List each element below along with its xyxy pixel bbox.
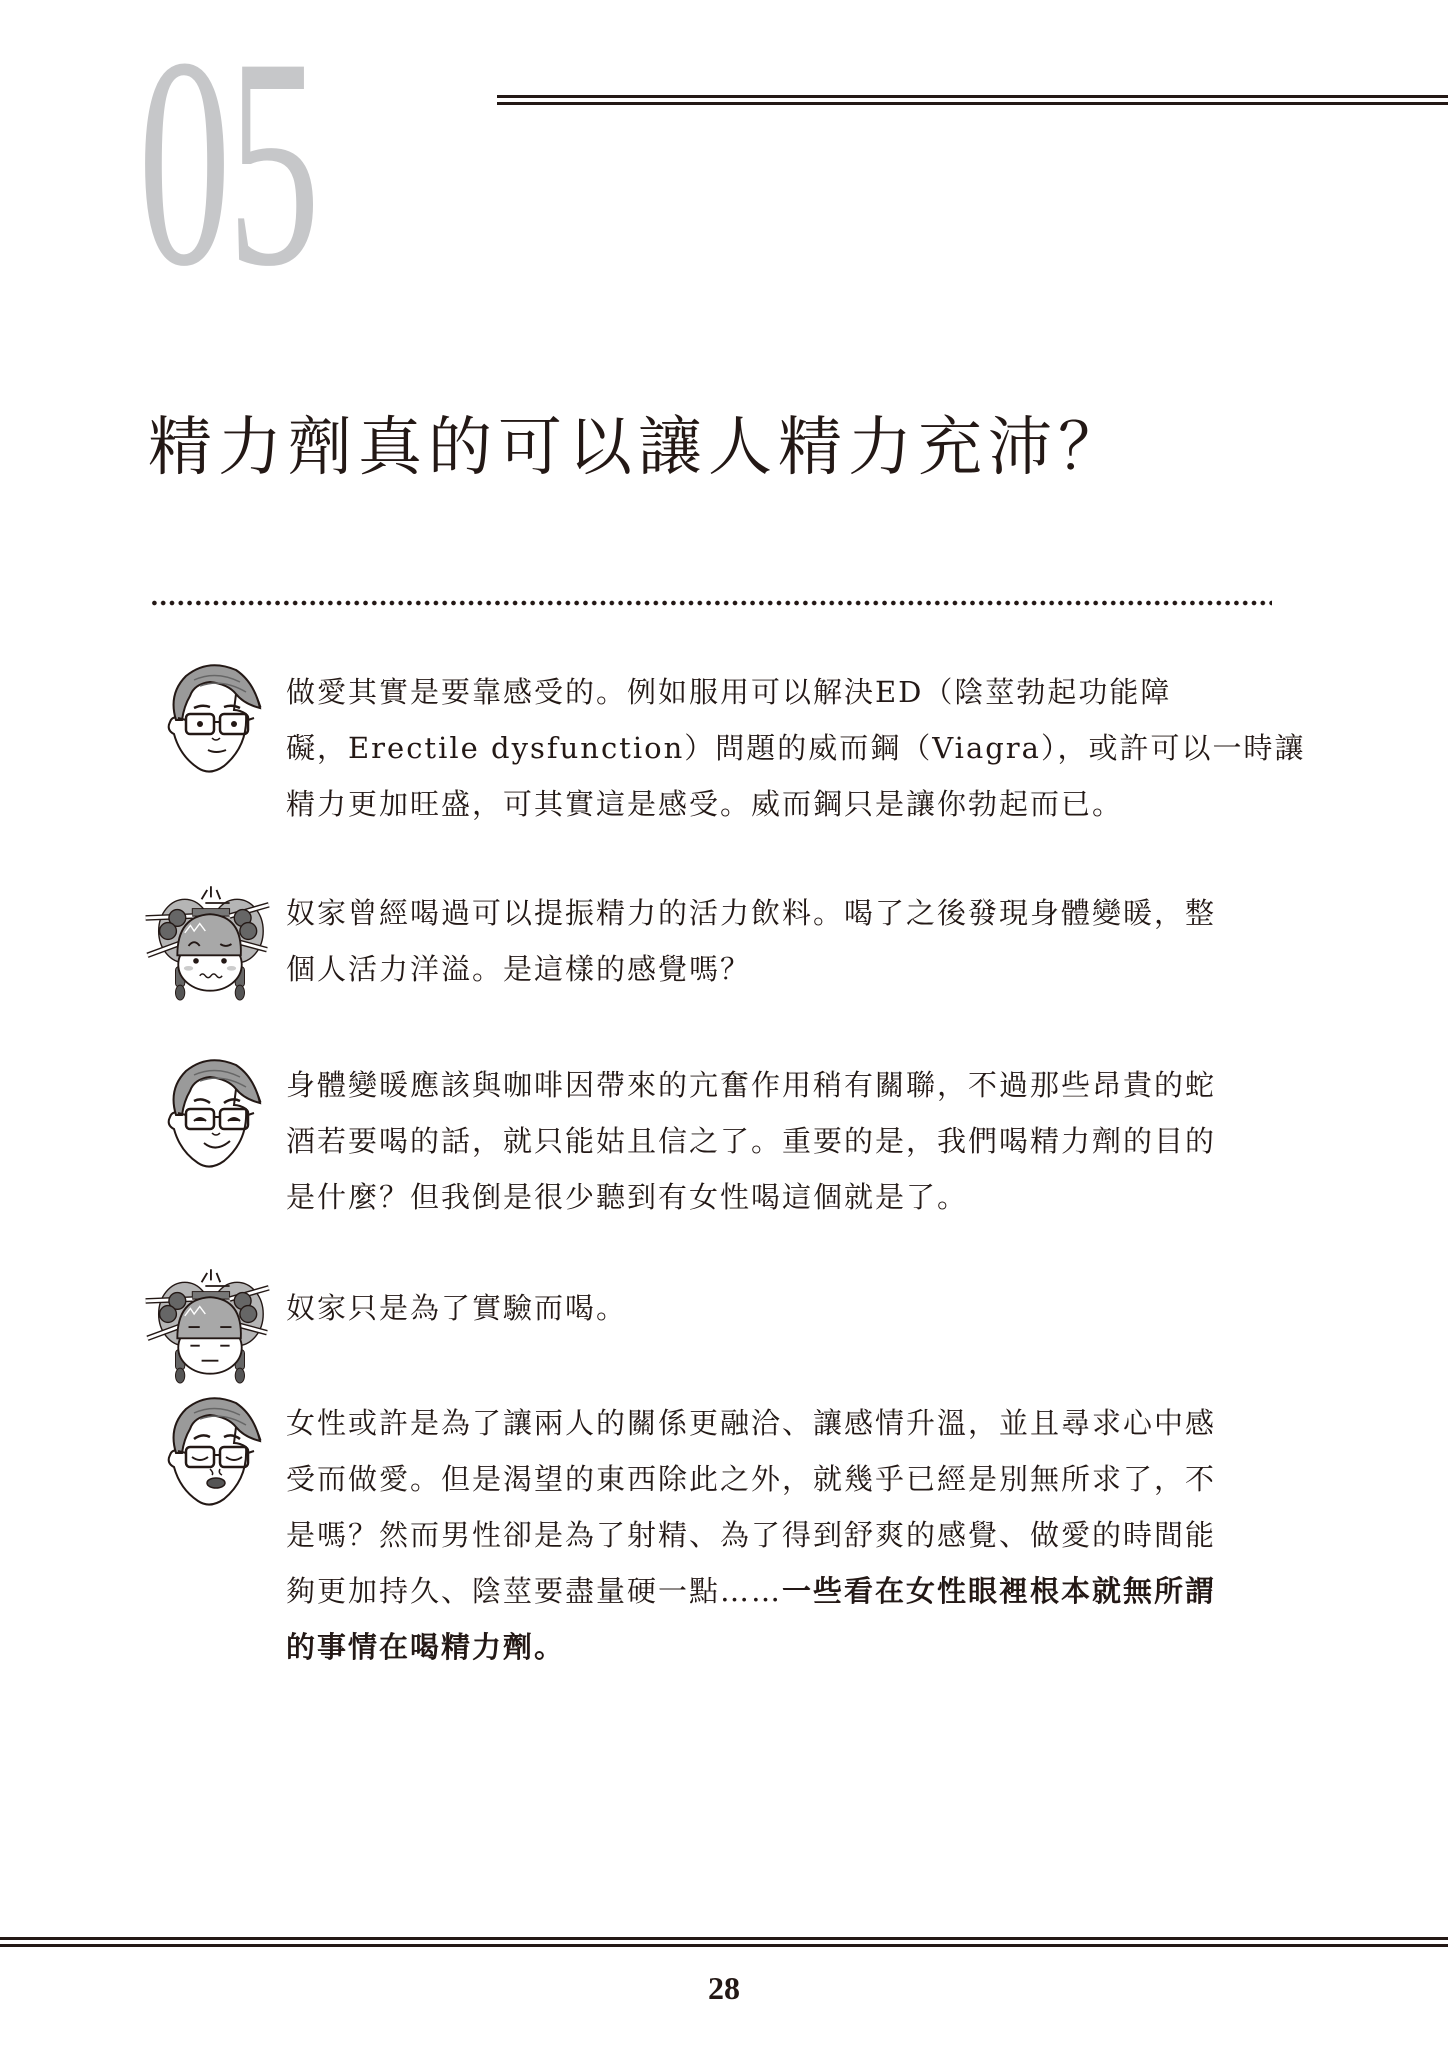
speech-emphasis-text: 的事情在喝精力劑。 [286,1630,566,1664]
speech-line: 奴家曾經喝過可以提振精力的活力飲料。喝了之後發現身體變暖，整 [286,896,1217,930]
chapter-number: 05 [138,0,317,328]
speech-line: 女性或許是為了讓兩人的關係更融洽、讓感情升溫，並且尋求心中感 [286,1406,1217,1440]
speech-text [286,1280,1276,1336]
speech-line: 酒若要喝的話，就只能姑且信之了。重要的是，我們喝精力劑的目的 [286,1124,1217,1158]
speech-line: 身體變暖應該與咖啡因帶來的亢奮作用稍有關聯，不過那些昂貴的蛇 [286,1068,1217,1102]
man-with-glasses-smiling-icon [140,650,280,790]
speech-text [286,1395,1276,1675]
geisha-woman-wavy-mouth-icon [140,875,280,1015]
speech-line: 做愛其實是要靠感受的。例如服用可以解決ED（陰莖勃起功能障 [286,675,1172,709]
man-with-glasses-grinning-icon [140,1045,280,1185]
speech-text [286,1057,1276,1225]
header-double-rule [497,95,1448,105]
speech-text [286,664,1306,832]
speech-line: 是什麼？但我倒是很少聽到有女性喝這個就是了。 [286,1180,969,1214]
speech-text [286,885,1276,997]
speech-line: 精力更加旺盛，可其實這是感受。威而鋼只是讓你勃起而已。 [286,787,1124,821]
speech-line: 個人活力洋溢。是這樣的感覺嗎？ [286,952,752,986]
speech-line: 奴家只是為了實驗而喝。 [286,1291,628,1325]
speech-line: 礙，Erectile dysfunction）問題的威而鋼（Viagra），或許可以一時讓 [286,731,1306,765]
page-number: 28 [708,1970,740,2006]
speech-regular-text: 夠更加持久、陰莖要盡量硬一點…… [286,1574,783,1608]
page-title: 精力劑真的可以讓人精力充沛？ [148,411,1128,485]
speech-line: 是嗎？然而男性卻是為了射精、為了得到舒爽的感覺、做愛的時間能 [286,1518,1217,1552]
speech-line: 受而做愛。但是渴望的東西除此之外，就幾乎已經是別無所求了，不 [286,1462,1217,1496]
dotted-divider [150,600,1272,606]
man-with-glasses-eyes-closed-icon [140,1383,280,1523]
footer-double-rule [0,1937,1448,1948]
speech-emphasis-text: 一些看在女性眼裡根本就無所謂 [782,1574,1217,1608]
geisha-woman-neutral-icon [140,1258,280,1398]
speech-line [286,1563,1276,1619]
